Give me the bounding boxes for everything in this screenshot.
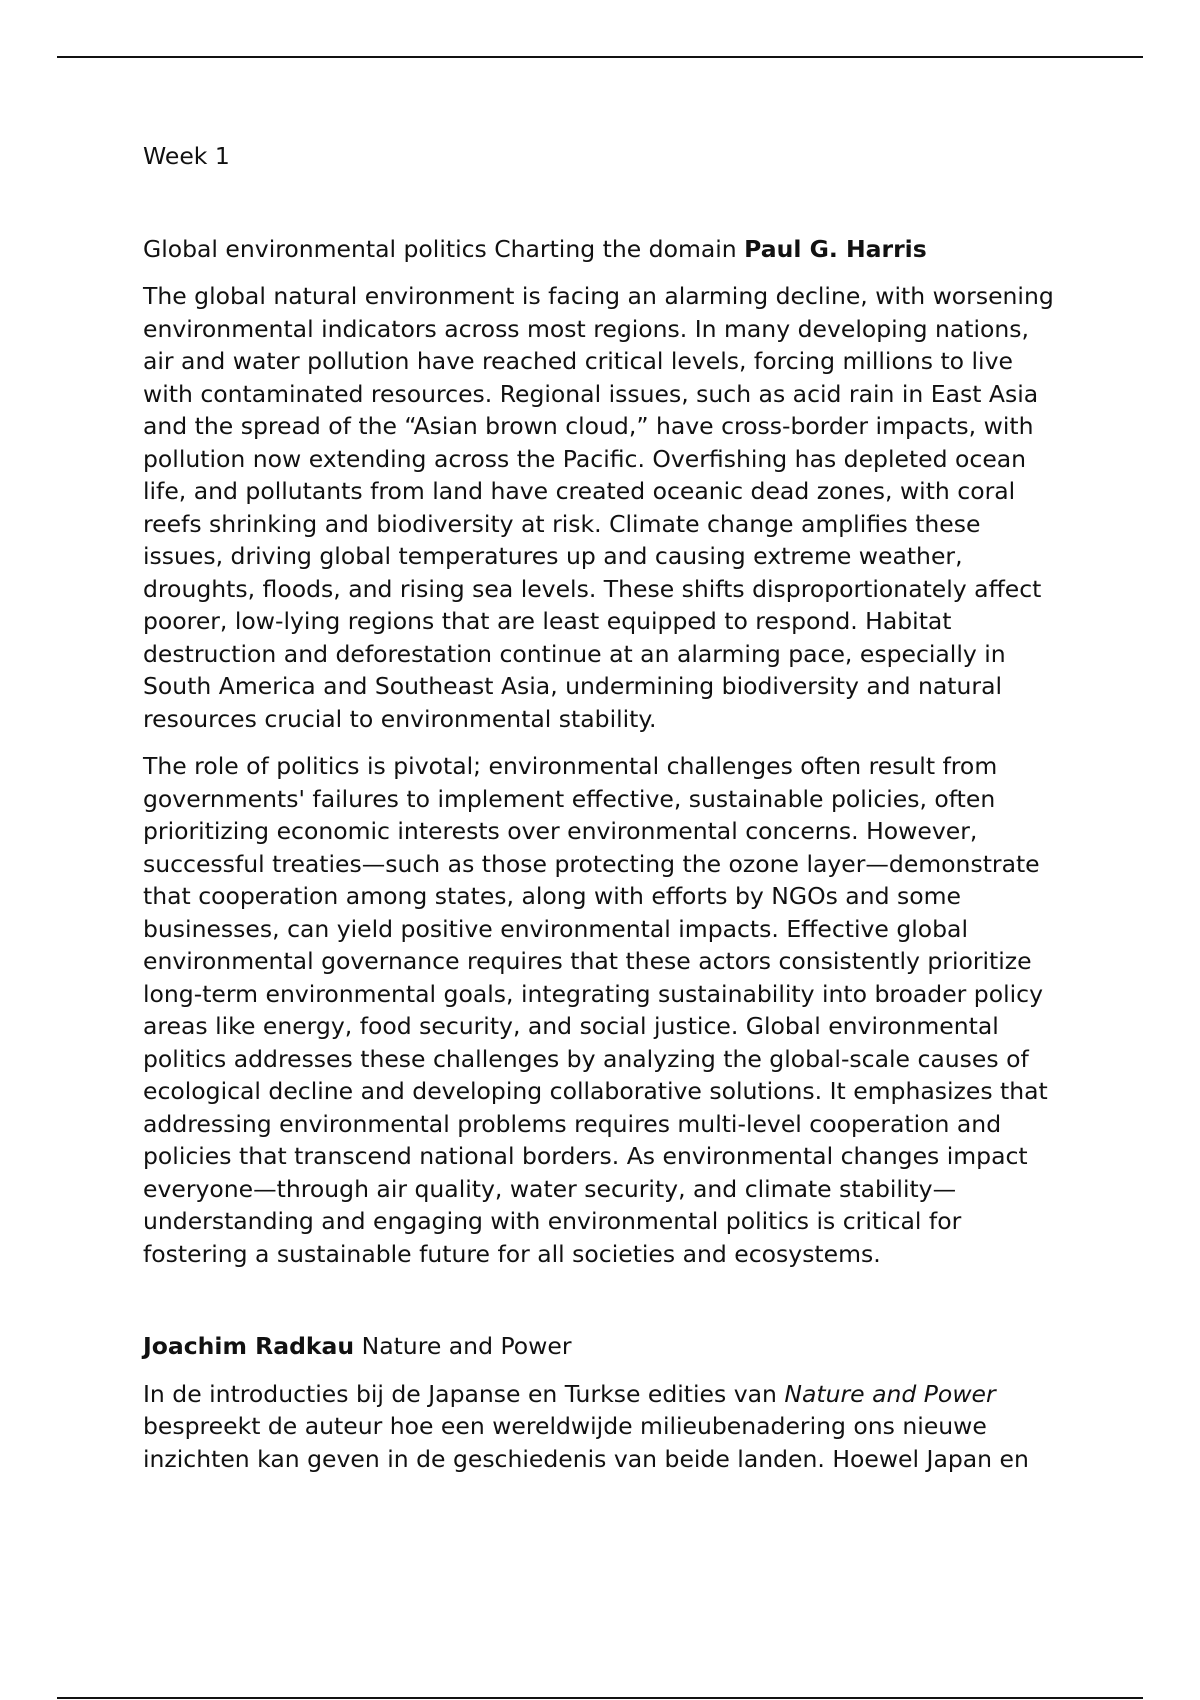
section1-title: Global environmental politics Charting the domain [143, 234, 737, 263]
footer-rule [57, 1697, 1143, 1699]
header-rule [57, 56, 1143, 58]
section1-paragraph-1: The global natural environment is facing an alarming decline, with worsening environmental indicators across most regions. In many developing nations, air and water pollution have reached critical levels, forcing millions to live with contaminated resources. Regional issues, such as acid rain in East Asia and the spread of the “Asian brown cloud,” have cross-border impacts, with pollution now extending across the Pacific. Overfishing has depleted ocean life, and pollutants from land have created oceanic dead zones, with coral reefs shrinking and biodiversity at risk. Climate change amplifies these issues, driving global temperatures up and causing extreme weather, droughts, floods, and rising sea levels. These shifts disproportionately affect poorer, low-lying regions that are least equipped to respond. Habitat destruction and deforestation continue at an alarming pace, especially in South America and Southeast Asia, undermining biodiversity and natural resources crucial to environmental stability. [143, 282, 1054, 733]
week-label: Week 1 [143, 142, 230, 170]
section1-heading [143, 233, 1063, 266]
section2-book-title: Nature and Power [784, 1379, 996, 1408]
section2-heading [143, 1330, 1063, 1363]
section1-paragraph-2: The role of politics is pivotal; environmental challenges often result from governments' failures to implement effective, sustainable policies, often prioritizing economic interests over environmental concerns. However, successful treaties—such as those protecting the ozone layer—demonstrate that cooperation among states, along with efforts by NGOs and some businesses, can yield positive environmental impacts. Effective global environmental governance requires that these actors consistently prioritize long-term environmental goals, integrating sustainability into broader policy areas like energy, food security, and social justice. Global environmental politics addresses these challenges by analyzing the global-scale causes of ecological decline and developing collaborative solutions. It emphasizes that addressing environmental problems requires multi-level cooperation and policies that transcend national borders. As environmental changes impact everyone—through air quality, water security, and climate stability—understanding and engaging with environmental politics is critical for fostering a sustainable future for all societies and ecosystems. [143, 752, 1048, 1268]
section1-author: Paul G. Harris [744, 234, 927, 263]
section2-paragraph-1 [143, 1378, 1063, 1476]
section2-text-before: In de introducties bij de Japanse en Turkse edities van [143, 1379, 777, 1408]
section2-text-after: bespreekt de auteur hoe een wereldwijde milieubenadering ons nieuwe inzichten kan geven in de geschiedenis van beide landen. Hoewel Japan en [143, 1412, 1029, 1473]
document-body [143, 140, 1063, 1475]
section2-title: Nature and Power [361, 1332, 572, 1360]
section2-author: Joachim Radkau [143, 1332, 355, 1360]
